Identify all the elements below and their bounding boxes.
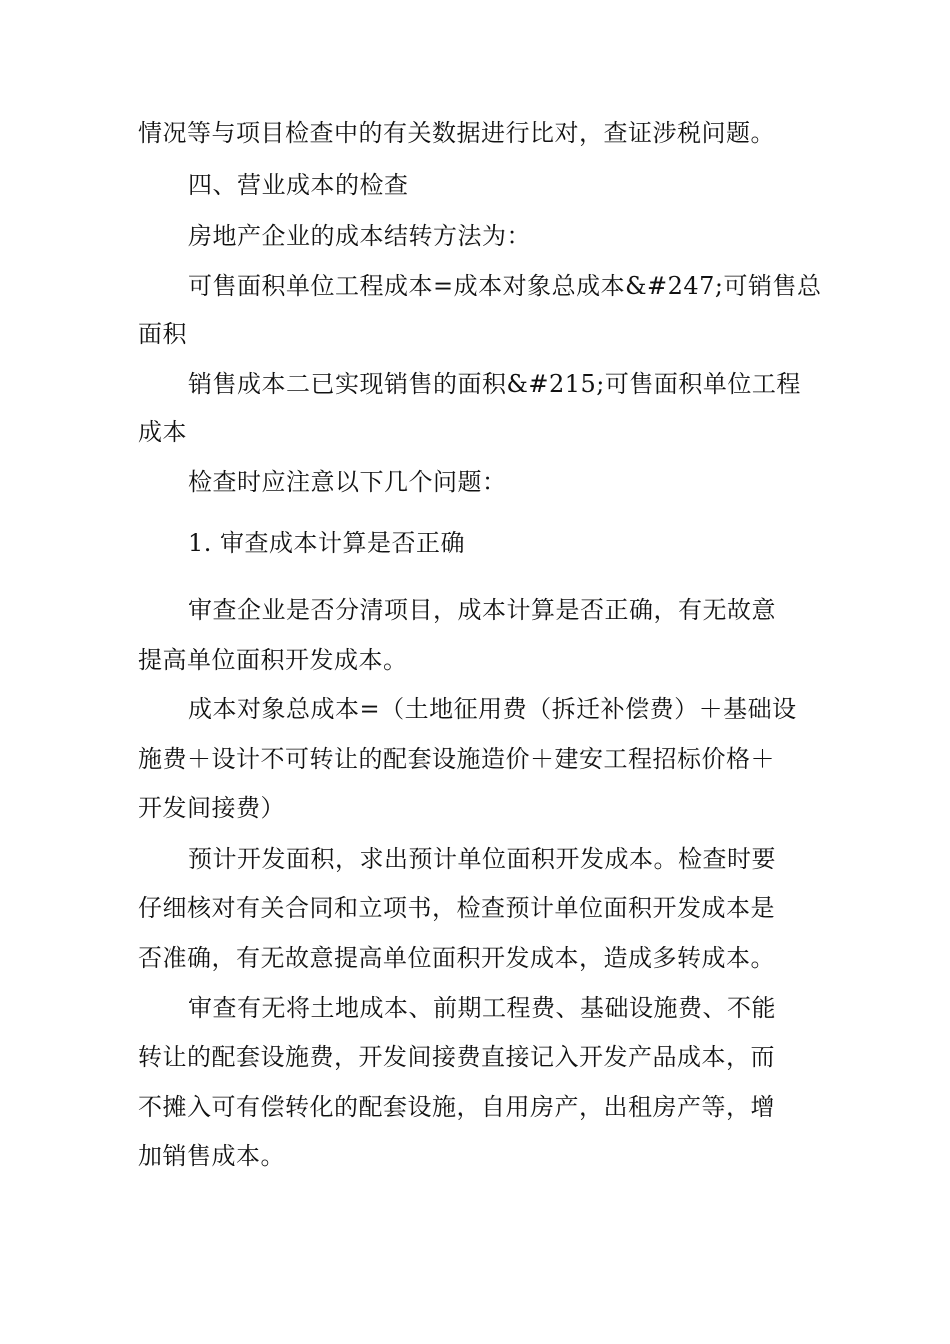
formula-line: 成本 (138, 418, 187, 446)
formula-line: 可售面积单位工程成本=成本对象总成本&#247;可销售总 (188, 272, 822, 300)
subsection-heading: 1. 审查成本计算是否正确 (188, 529, 466, 557)
text-line: 审查企业是否分清项目，成本计算是否正确，有无故意 (188, 596, 776, 624)
formula-line: 面积 (138, 320, 187, 348)
text-line: 仔细核对有关合同和立项书，检查预计单位面积开发成本是 (138, 894, 775, 922)
formula-line: 施费＋设计不可转让的配套设施造价＋建安工程招标价格＋ (138, 745, 775, 773)
formula-line: 成本对象总成本=（土地征用费（拆迁补偿费）＋基础设 (188, 695, 797, 723)
text-line: 审查有无将土地成本、前期工程费、基础设施费、不能 (188, 994, 776, 1022)
text-line: 加销售成本。 (138, 1142, 285, 1170)
text-line: 检查时应注意以下几个问题： (188, 468, 507, 496)
text-line: 情况等与项目检查中的有关数据进行比对，查证涉税问题。 (138, 119, 775, 147)
text-line: 转让的配套设施费，开发间接费直接记入开发产品成本，而 (138, 1043, 775, 1071)
text-line: 否准确，有无故意提高单位面积开发成本，造成多转成本。 (138, 944, 775, 972)
formula-line: 销售成本二已实现销售的面积&#215;可售面积单位工程 (188, 370, 801, 398)
text-line: 不摊入可有偿转化的配套设施，自用房产，出租房产等，增 (138, 1093, 775, 1121)
text-line: 预计开发面积，求出预计单位面积开发成本。检查时要 (188, 845, 776, 873)
text-line: 房地产企业的成本结转方法为： (188, 222, 531, 250)
text-line: 提高单位面积开发成本。 (138, 646, 408, 674)
section-heading: 四、营业成本的检查 (188, 171, 409, 199)
formula-line: 开发间接费） (138, 794, 285, 822)
